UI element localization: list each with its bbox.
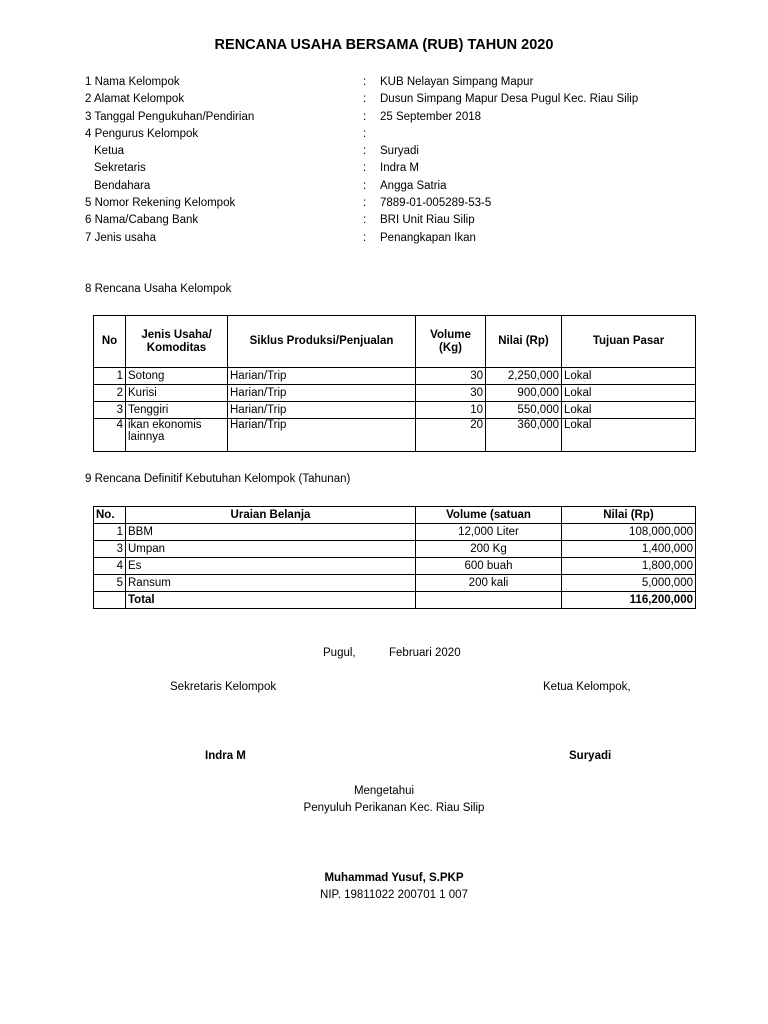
secretary-title: Sekretaris Kelompok (170, 681, 277, 693)
cell-commodity: ikan ekonomis lainnya (126, 419, 228, 452)
column-header: Jenis Usaha/ Komoditas (126, 316, 228, 368)
cell-volume: 200 Kg (416, 541, 562, 558)
info-row-bank (85, 212, 725, 229)
column-header: Siklus Produksi/Penjualan (228, 316, 416, 368)
info-label: Sekretaris (94, 162, 146, 175)
table-row (94, 402, 696, 419)
info-label: 2 Alamat Kelompok (85, 93, 185, 106)
info-colon: : (363, 231, 367, 244)
column-header: Nilai (Rp) (562, 507, 696, 524)
info-value: 7889-01-005289-53-5 (380, 197, 492, 210)
info-label: Ketua (94, 145, 125, 158)
total-label: Total (126, 592, 416, 609)
cell-commodity: Tenggiri (126, 402, 228, 419)
info-colon: : (363, 76, 367, 88)
cell-volume: 200 kali (416, 575, 562, 592)
signature-place: Pugul, (323, 647, 356, 659)
cell-volume: 600 buah (416, 558, 562, 575)
cell-volume: 30 (416, 385, 486, 402)
cell-value: 1,800,000 (562, 558, 696, 575)
cell-volume: 12,000 Liter (416, 524, 562, 541)
info-label: 7 Jenis usaha (85, 231, 156, 244)
cell-no: 1 (94, 524, 126, 541)
info-value: Angga Satria (380, 179, 447, 192)
info-colon: : (363, 214, 367, 227)
info-row-chairman (85, 143, 725, 160)
table-row (94, 419, 696, 452)
info-colon: : (363, 162, 367, 175)
info-row-treasurer (85, 178, 725, 195)
chairman-title: Ketua Kelompok, (543, 681, 631, 693)
acknowledge-label: Mengetahui (353, 785, 415, 797)
info-value: Dusun Simpang Mapur Desa Pugul Kec. Riau Silip (380, 93, 639, 106)
cell-item: Es (126, 558, 416, 575)
info-label: 6 Nama/Cabang Bank (85, 214, 199, 227)
info-value: KUB Nelayan Simpang Mapur (380, 76, 534, 88)
column-header: Tujuan Pasar (562, 316, 696, 368)
acknowledge-title: Penyuluh Perikanan Kec. Riau Silip (303, 802, 485, 814)
info-label: 5 Nomor Rekening Kelompok (85, 197, 236, 210)
cell-commodity: Kurisi (126, 385, 228, 402)
info-label: 1 Nama Kelompok (85, 76, 180, 88)
info-colon: : (363, 127, 367, 140)
info-label: Bendahara (94, 179, 151, 192)
cell-market: Lokal (562, 419, 696, 452)
cell-no: 5 (94, 575, 126, 592)
table-header-row (94, 316, 696, 368)
info-colon: : (363, 110, 367, 123)
cell-item: Ransum (126, 575, 416, 592)
info-row-address (85, 91, 725, 108)
info-value: 25 September 2018 (380, 110, 482, 123)
cell-value: 900,000 (486, 385, 562, 402)
column-header: Uraian Belanja (126, 507, 416, 524)
column-header: No. (94, 507, 126, 524)
cell-cycle: Harian/Trip (228, 368, 416, 385)
cell-no: 1 (94, 368, 126, 385)
cell-value: 2,250,000 (486, 368, 562, 385)
cell-volume: 20 (416, 419, 486, 452)
cell-value: 5,000,000 (562, 575, 696, 592)
cell-value: 550,000 (486, 402, 562, 419)
cell-value: 360,000 (486, 419, 562, 452)
cell-cycle: Harian/Trip (228, 385, 416, 402)
cell-no: 4 (94, 558, 126, 575)
needs-table (93, 506, 696, 609)
cell-volume: 30 (416, 368, 486, 385)
cell-cycle: Harian/Trip (228, 419, 416, 452)
section-9-title: 9 Rencana Definitif Kebutuhan Kelompok (Tahunan) (85, 473, 351, 485)
section-8-title: 8 Rencana Usaha Kelompok (85, 283, 232, 295)
cell-no: 2 (94, 385, 126, 402)
info-row-management (85, 126, 725, 143)
info-row-group-name (85, 74, 725, 91)
info-label: 4 Pengurus Kelompok (85, 127, 199, 140)
secretary-name: Indra M (205, 750, 246, 762)
table-header-row (94, 507, 696, 524)
info-row-business-type (85, 230, 725, 247)
cell-volume: 10 (416, 402, 486, 419)
table-row (94, 575, 696, 592)
table-row (94, 541, 696, 558)
info-row-founding-date (85, 109, 725, 126)
official-nip: NIP. 19811022 200701 1 007 (320, 889, 468, 901)
table-row (94, 524, 696, 541)
info-colon: : (363, 179, 367, 192)
info-colon: : (363, 93, 367, 106)
cell-market: Lokal (562, 368, 696, 385)
table-row (94, 385, 696, 402)
info-row-account-number (85, 195, 725, 212)
info-colon: : (363, 197, 367, 210)
info-row-secretary (85, 160, 725, 177)
group-info (85, 74, 725, 247)
table-row (94, 368, 696, 385)
info-colon: : (363, 145, 367, 158)
cell-no: 3 (94, 541, 126, 558)
cell-no (94, 592, 126, 609)
info-value: Indra M (380, 162, 419, 175)
column-header: No (94, 316, 126, 368)
cell-no: 3 (94, 402, 126, 419)
info-value: BRI Unit Riau Silip (380, 214, 475, 227)
cell-item: Umpan (126, 541, 416, 558)
info-value: Suryadi (380, 145, 419, 158)
official-name: Muhammad Yusuf, S.PKP (324, 872, 464, 884)
cell-commodity: Sotong (126, 368, 228, 385)
cell-cycle: Harian/Trip (228, 402, 416, 419)
column-header: Volume (satuan (416, 507, 562, 524)
cell-value: 1,400,000 (562, 541, 696, 558)
cell-item: BBM (126, 524, 416, 541)
info-value: Penangkapan Ikan (380, 231, 476, 244)
column-header: Volume (Kg) (416, 316, 486, 368)
chairman-name: Suryadi (569, 750, 612, 762)
cell-market: Lokal (562, 402, 696, 419)
table-row (94, 558, 696, 575)
signature-date: Februari 2020 (389, 647, 461, 659)
cell-value: 108,000,000 (562, 524, 696, 541)
cell-volume (416, 592, 562, 609)
cell-no: 4 (94, 419, 126, 452)
document-title: RENCANA USAHA BERSAMA (RUB) TAHUN 2020 (214, 37, 554, 53)
info-label: 3 Tanggal Pengukuhan/Pendirian (85, 110, 255, 123)
table-total-row (94, 592, 696, 609)
business-plan-table (93, 315, 696, 452)
total-value: 116,200,000 (562, 592, 696, 609)
column-header: Nilai (Rp) (486, 316, 562, 368)
cell-market: Lokal (562, 385, 696, 402)
